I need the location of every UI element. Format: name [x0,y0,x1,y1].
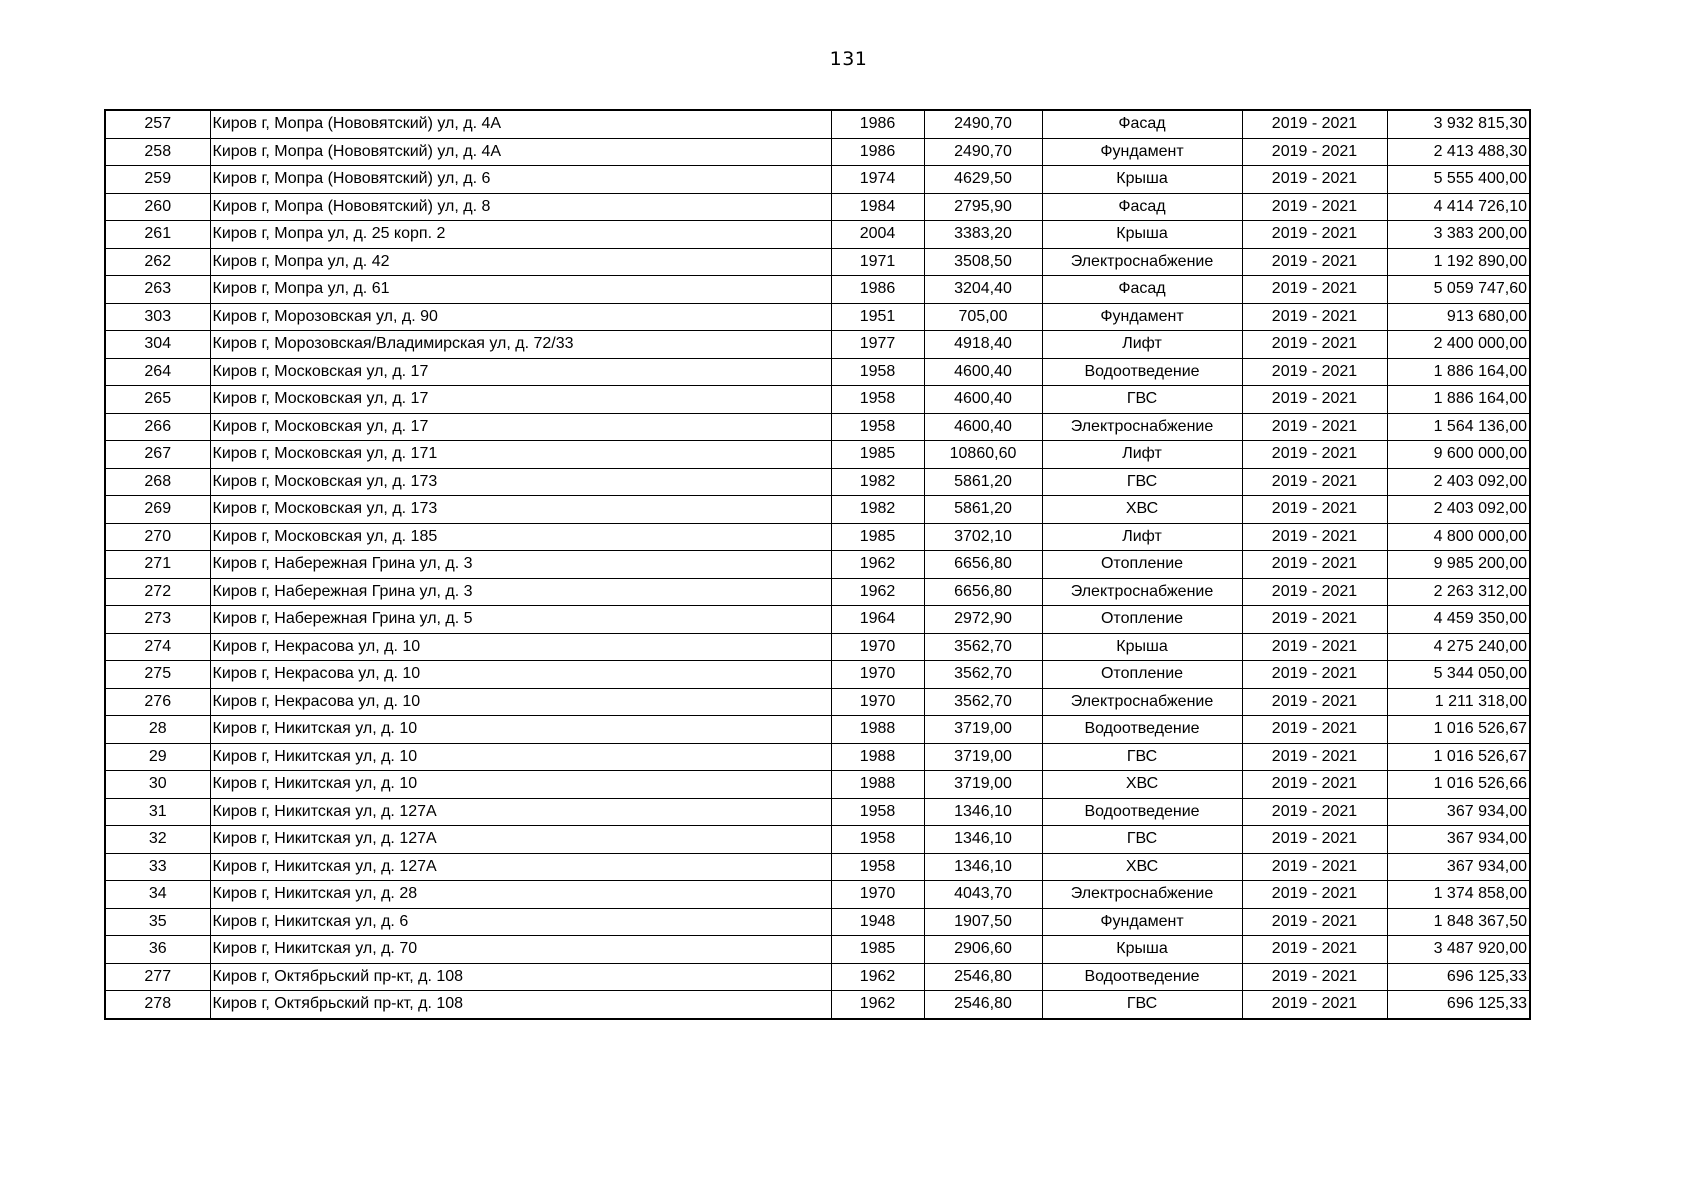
work-type-cell: Фасад [1042,110,1242,138]
work-type-cell: ГВС [1042,826,1242,854]
area-cell: 3719,00 [924,743,1042,771]
address-cell: Киров г, Набережная Грина ул, д. 3 [210,551,831,579]
row-number-cell: 29 [105,743,210,771]
area-cell: 6656,80 [924,578,1042,606]
work-type-cell: Электроснабжение [1042,688,1242,716]
period-cell: 2019 - 2021 [1242,413,1387,441]
address-cell: Киров г, Московская ул, д. 173 [210,468,831,496]
build-year-cell: 1970 [831,688,924,716]
table-row [105,661,1530,689]
row-number-cell: 31 [105,798,210,826]
period-cell: 2019 - 2021 [1242,688,1387,716]
row-number-cell: 34 [105,881,210,909]
cost-cell: 5 344 050,00 [1387,661,1530,689]
period-cell: 2019 - 2021 [1242,358,1387,386]
table-row [105,303,1530,331]
address-cell: Киров г, Октябрьский пр-кт, д. 108 [210,991,831,1019]
build-year-cell: 1958 [831,853,924,881]
build-year-cell: 1951 [831,303,924,331]
row-number-cell: 304 [105,331,210,359]
address-cell: Киров г, Московская ул, д. 17 [210,358,831,386]
area-cell: 2490,70 [924,138,1042,166]
period-cell: 2019 - 2021 [1242,386,1387,414]
period-cell: 2019 - 2021 [1242,166,1387,194]
work-type-cell: ХВС [1042,771,1242,799]
area-cell: 5861,20 [924,496,1042,524]
period-cell: 2019 - 2021 [1242,276,1387,304]
period-cell: 2019 - 2021 [1242,468,1387,496]
row-number-cell: 267 [105,441,210,469]
period-cell: 2019 - 2021 [1242,661,1387,689]
work-type-cell: Электроснабжение [1042,248,1242,276]
area-cell: 2972,90 [924,606,1042,634]
work-type-cell: Электроснабжение [1042,413,1242,441]
cost-cell: 3 383 200,00 [1387,221,1530,249]
build-year-cell: 1970 [831,633,924,661]
address-cell: Киров г, Московская ул, д. 17 [210,413,831,441]
area-cell: 6656,80 [924,551,1042,579]
build-year-cell: 1958 [831,358,924,386]
row-number-cell: 263 [105,276,210,304]
period-cell: 2019 - 2021 [1242,606,1387,634]
cost-cell: 1 886 164,00 [1387,358,1530,386]
cost-cell: 1 848 367,50 [1387,908,1530,936]
build-year-cell: 1986 [831,138,924,166]
work-type-cell: Фасад [1042,193,1242,221]
row-number-cell: 260 [105,193,210,221]
area-cell: 4629,50 [924,166,1042,194]
period-cell: 2019 - 2021 [1242,908,1387,936]
work-type-cell: Фасад [1042,276,1242,304]
address-cell: Киров г, Мопра (Нововятский) ул, д. 6 [210,166,831,194]
address-cell: Киров г, Московская ул, д. 185 [210,523,831,551]
work-type-cell: Отопление [1042,661,1242,689]
address-cell: Киров г, Никитская ул, д. 10 [210,771,831,799]
work-type-cell: ХВС [1042,496,1242,524]
area-cell: 2546,80 [924,991,1042,1019]
period-cell: 2019 - 2021 [1242,798,1387,826]
address-cell: Киров г, Никитская ул, д. 10 [210,743,831,771]
work-type-cell: Фундамент [1042,908,1242,936]
address-cell: Киров г, Некрасова ул, д. 10 [210,633,831,661]
build-year-cell: 1974 [831,166,924,194]
cost-cell: 4 275 240,00 [1387,633,1530,661]
work-type-cell: ХВС [1042,853,1242,881]
build-year-cell: 1988 [831,771,924,799]
row-number-cell: 32 [105,826,210,854]
address-cell: Киров г, Мопра ул, д. 61 [210,276,831,304]
build-year-cell: 1962 [831,578,924,606]
address-cell: Киров г, Некрасова ул, д. 10 [210,661,831,689]
build-year-cell: 1962 [831,551,924,579]
build-year-cell: 1958 [831,826,924,854]
area-cell: 3383,20 [924,221,1042,249]
period-cell: 2019 - 2021 [1242,523,1387,551]
area-cell: 3562,70 [924,661,1042,689]
build-year-cell: 1971 [831,248,924,276]
area-cell: 1346,10 [924,826,1042,854]
area-cell: 4918,40 [924,331,1042,359]
table-row [105,248,1530,276]
build-year-cell: 1985 [831,936,924,964]
work-type-cell: Водоотведение [1042,716,1242,744]
cost-cell: 9 600 000,00 [1387,441,1530,469]
build-year-cell: 1977 [831,331,924,359]
address-cell: Киров г, Мопра (Нововятский) ул, д. 8 [210,193,831,221]
row-number-cell: 273 [105,606,210,634]
cost-cell: 1 374 858,00 [1387,881,1530,909]
address-cell: Киров г, Московская ул, д. 173 [210,496,831,524]
repair-register-table [104,109,1531,1020]
cost-cell: 2 263 312,00 [1387,578,1530,606]
area-cell: 4600,40 [924,386,1042,414]
address-cell: Киров г, Мопра ул, д. 42 [210,248,831,276]
row-number-cell: 264 [105,358,210,386]
work-type-cell: Электроснабжение [1042,578,1242,606]
row-number-cell: 269 [105,496,210,524]
area-cell: 1346,10 [924,798,1042,826]
work-type-cell: Лифт [1042,523,1242,551]
area-cell: 705,00 [924,303,1042,331]
address-cell: Киров г, Никитская ул, д. 28 [210,881,831,909]
cost-cell: 367 934,00 [1387,853,1530,881]
table-row [105,523,1530,551]
table-row [105,551,1530,579]
period-cell: 2019 - 2021 [1242,743,1387,771]
address-cell: Киров г, Никитская ул, д. 70 [210,936,831,964]
address-cell: Киров г, Никитская ул, д. 127А [210,798,831,826]
row-number-cell: 277 [105,963,210,991]
build-year-cell: 1988 [831,743,924,771]
cost-cell: 696 125,33 [1387,963,1530,991]
cost-cell: 696 125,33 [1387,991,1530,1019]
period-cell: 2019 - 2021 [1242,826,1387,854]
area-cell: 3719,00 [924,716,1042,744]
build-year-cell: 1982 [831,468,924,496]
period-cell: 2019 - 2021 [1242,110,1387,138]
build-year-cell: 1982 [831,496,924,524]
row-number-cell: 258 [105,138,210,166]
table-row [105,138,1530,166]
period-cell: 2019 - 2021 [1242,936,1387,964]
address-cell: Киров г, Московская ул, д. 171 [210,441,831,469]
row-number-cell: 259 [105,166,210,194]
period-cell: 2019 - 2021 [1242,138,1387,166]
table-row [105,413,1530,441]
period-cell: 2019 - 2021 [1242,441,1387,469]
row-number-cell: 265 [105,386,210,414]
address-cell: Киров г, Никитская ул, д. 10 [210,716,831,744]
row-number-cell: 278 [105,991,210,1019]
cost-cell: 1 016 526,67 [1387,743,1530,771]
row-number-cell: 274 [105,633,210,661]
cost-cell: 2 403 092,00 [1387,496,1530,524]
table-body [105,110,1530,1019]
row-number-cell: 33 [105,853,210,881]
cost-cell: 2 400 000,00 [1387,331,1530,359]
period-cell: 2019 - 2021 [1242,221,1387,249]
table-row [105,826,1530,854]
cost-cell: 913 680,00 [1387,303,1530,331]
work-type-cell: Водоотведение [1042,798,1242,826]
row-number-cell: 261 [105,221,210,249]
cost-cell: 367 934,00 [1387,826,1530,854]
cost-cell: 2 413 488,30 [1387,138,1530,166]
work-type-cell: Водоотведение [1042,358,1242,386]
area-cell: 2906,60 [924,936,1042,964]
table-row [105,716,1530,744]
period-cell: 2019 - 2021 [1242,716,1387,744]
table-row [105,688,1530,716]
row-number-cell: 276 [105,688,210,716]
table-row [105,936,1530,964]
row-number-cell: 272 [105,578,210,606]
table-row [105,991,1530,1019]
row-number-cell: 275 [105,661,210,689]
period-cell: 2019 - 2021 [1242,853,1387,881]
address-cell: Киров г, Мопра ул, д. 25 корп. 2 [210,221,831,249]
row-number-cell: 271 [105,551,210,579]
period-cell: 2019 - 2021 [1242,303,1387,331]
area-cell: 5861,20 [924,468,1042,496]
work-type-cell: Фундамент [1042,138,1242,166]
table-row [105,853,1530,881]
cost-cell: 5 059 747,60 [1387,276,1530,304]
row-number-cell: 270 [105,523,210,551]
address-cell: Киров г, Набережная Грина ул, д. 3 [210,578,831,606]
table-row [105,881,1530,909]
cost-cell: 4 414 726,10 [1387,193,1530,221]
build-year-cell: 1970 [831,881,924,909]
cost-cell: 1 211 318,00 [1387,688,1530,716]
table-row [105,496,1530,524]
area-cell: 2546,80 [924,963,1042,991]
period-cell: 2019 - 2021 [1242,963,1387,991]
work-type-cell: Электроснабжение [1042,881,1242,909]
table-row [105,276,1530,304]
cost-cell: 4 800 000,00 [1387,523,1530,551]
cost-cell: 1 016 526,66 [1387,771,1530,799]
period-cell: 2019 - 2021 [1242,331,1387,359]
build-year-cell: 1958 [831,413,924,441]
work-type-cell: Фундамент [1042,303,1242,331]
page-number: 131 [829,48,868,70]
area-cell: 10860,60 [924,441,1042,469]
table-row [105,468,1530,496]
table-row [105,358,1530,386]
period-cell: 2019 - 2021 [1242,991,1387,1019]
build-year-cell: 1970 [831,661,924,689]
cost-cell: 1 192 890,00 [1387,248,1530,276]
area-cell: 3508,50 [924,248,1042,276]
address-cell: Киров г, Никитская ул, д. 127А [210,826,831,854]
work-type-cell: ГВС [1042,468,1242,496]
build-year-cell: 1958 [831,798,924,826]
cost-cell: 1 564 136,00 [1387,413,1530,441]
build-year-cell: 1986 [831,110,924,138]
period-cell: 2019 - 2021 [1242,578,1387,606]
cost-cell: 9 985 200,00 [1387,551,1530,579]
address-cell: Киров г, Морозовская ул, д. 90 [210,303,831,331]
row-number-cell: 30 [105,771,210,799]
address-cell: Киров г, Морозовская/Владимирская ул, д. 72/33 [210,331,831,359]
work-type-cell: ГВС [1042,991,1242,1019]
build-year-cell: 1948 [831,908,924,936]
table-row [105,606,1530,634]
cost-cell: 3 932 815,30 [1387,110,1530,138]
row-number-cell: 262 [105,248,210,276]
address-cell: Киров г, Московская ул, д. 17 [210,386,831,414]
cost-cell: 367 934,00 [1387,798,1530,826]
build-year-cell: 1962 [831,991,924,1019]
table-row [105,743,1530,771]
cost-cell: 4 459 350,00 [1387,606,1530,634]
area-cell: 2490,70 [924,110,1042,138]
table-row [105,441,1530,469]
build-year-cell: 1984 [831,193,924,221]
area-cell: 2795,90 [924,193,1042,221]
table-row [105,221,1530,249]
table-row [105,578,1530,606]
work-type-cell: Крыша [1042,221,1242,249]
address-cell: Киров г, Никитская ул, д. 127А [210,853,831,881]
cost-cell: 3 487 920,00 [1387,936,1530,964]
row-number-cell: 266 [105,413,210,441]
row-number-cell: 36 [105,936,210,964]
table-row [105,386,1530,414]
address-cell: Киров г, Некрасова ул, д. 10 [210,688,831,716]
table-row [105,193,1530,221]
area-cell: 1907,50 [924,908,1042,936]
period-cell: 2019 - 2021 [1242,771,1387,799]
build-year-cell: 2004 [831,221,924,249]
area-cell: 3562,70 [924,688,1042,716]
table-row [105,110,1530,138]
table-row [105,771,1530,799]
row-number-cell: 268 [105,468,210,496]
address-cell: Киров г, Никитская ул, д. 6 [210,908,831,936]
area-cell: 4043,70 [924,881,1042,909]
period-cell: 2019 - 2021 [1242,496,1387,524]
build-year-cell: 1962 [831,963,924,991]
area-cell: 4600,40 [924,358,1042,386]
cost-cell: 2 403 092,00 [1387,468,1530,496]
address-cell: Киров г, Октябрьский пр-кт, д. 108 [210,963,831,991]
address-cell: Киров г, Мопра (Нововятский) ул, д. 4А [210,138,831,166]
work-type-cell: Крыша [1042,936,1242,964]
table-row [105,633,1530,661]
area-cell: 3719,00 [924,771,1042,799]
row-number-cell: 28 [105,716,210,744]
row-number-cell: 257 [105,110,210,138]
table-row [105,908,1530,936]
work-type-cell: Крыша [1042,166,1242,194]
work-type-cell: Лифт [1042,441,1242,469]
build-year-cell: 1986 [831,276,924,304]
work-type-cell: Лифт [1042,331,1242,359]
area-cell: 3562,70 [924,633,1042,661]
cost-cell: 1 886 164,00 [1387,386,1530,414]
work-type-cell: Водоотведение [1042,963,1242,991]
cost-cell: 1 016 526,67 [1387,716,1530,744]
period-cell: 2019 - 2021 [1242,551,1387,579]
area-cell: 4600,40 [924,413,1042,441]
address-cell: Киров г, Мопра (Нововятский) ул, д. 4А [210,110,831,138]
row-number-cell: 303 [105,303,210,331]
build-year-cell: 1985 [831,441,924,469]
area-cell: 3204,40 [924,276,1042,304]
address-cell: Киров г, Набережная Грина ул, д. 5 [210,606,831,634]
table-row [105,798,1530,826]
work-type-cell: Отопление [1042,606,1242,634]
build-year-cell: 1988 [831,716,924,744]
build-year-cell: 1964 [831,606,924,634]
period-cell: 2019 - 2021 [1242,248,1387,276]
work-type-cell: ГВС [1042,743,1242,771]
work-type-cell: Отопление [1042,551,1242,579]
build-year-cell: 1958 [831,386,924,414]
period-cell: 2019 - 2021 [1242,881,1387,909]
table-row [105,166,1530,194]
row-number-cell: 35 [105,908,210,936]
period-cell: 2019 - 2021 [1242,633,1387,661]
cost-cell: 5 555 400,00 [1387,166,1530,194]
area-cell: 3702,10 [924,523,1042,551]
work-type-cell: Крыша [1042,633,1242,661]
area-cell: 1346,10 [924,853,1042,881]
table-row [105,331,1530,359]
table-row [105,963,1530,991]
work-type-cell: ГВС [1042,386,1242,414]
build-year-cell: 1985 [831,523,924,551]
period-cell: 2019 - 2021 [1242,193,1387,221]
